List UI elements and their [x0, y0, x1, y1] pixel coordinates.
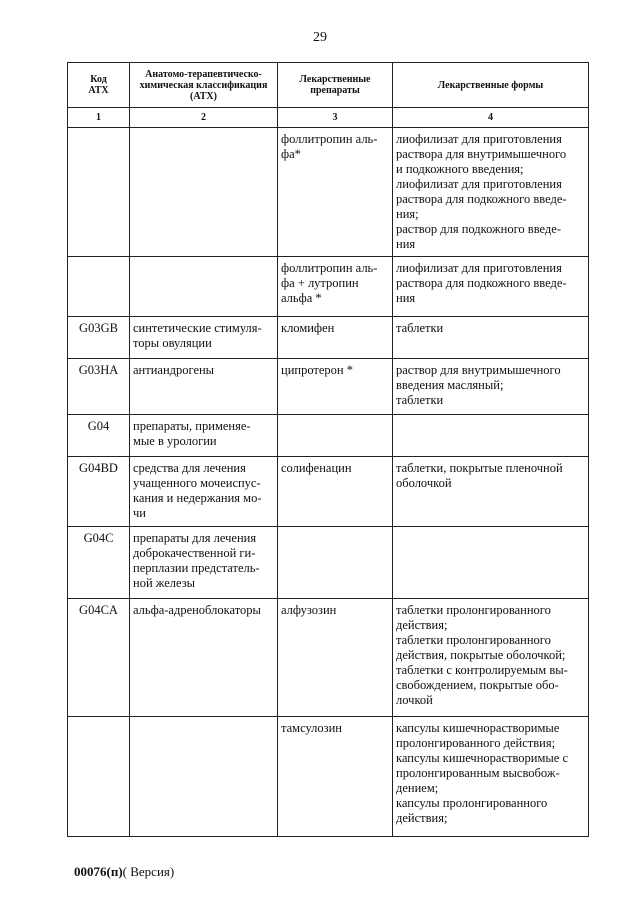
table-row: [68, 457, 589, 527]
dosage-forms-cell: таблетки, покрытые пленочной оболочкой: [393, 457, 589, 527]
header-classification: Анатомо-терапевтическо- химическая классификация (АТХ): [130, 63, 278, 108]
atc-table: [67, 62, 589, 837]
classification-cell: [130, 257, 278, 317]
classification-cell: [130, 717, 278, 837]
classification-cell: средства для лечения учащенного мочеиспус- кания и недержания мо- чи: [130, 457, 278, 527]
table-row: [68, 415, 589, 457]
drug-cell: алфузозин: [278, 599, 393, 717]
table-row: [68, 359, 589, 415]
header-atc-code: Код АТХ: [68, 63, 130, 108]
atc-code-cell: G04: [68, 415, 130, 457]
atc-code-cell: G03GB: [68, 317, 130, 359]
atc-code-cell: [68, 128, 130, 257]
drug-cell: [278, 527, 393, 599]
dosage-forms-cell: капсулы кишечнорастворимые пролонгированного действия; капсулы кишечнорастворимые с пролонгированным высвобож- дением; капсулы пролонгированного действия;: [393, 717, 589, 837]
document-code: 00076(п): [74, 864, 123, 879]
classification-cell: антиандрогены: [130, 359, 278, 415]
table-row: [68, 128, 589, 257]
classification-cell: препараты, применяе- мые в урологии: [130, 415, 278, 457]
table-row: [68, 599, 589, 717]
drug-cell: тамсулозин: [278, 717, 393, 837]
column-number: 1: [68, 108, 130, 128]
dosage-forms-cell: лиофилизат для приготовления раствора для внутримышечного и подкожного введения; лиофилизат для приготовления раствора для подкожного введе- ния; раствор для подкожного введе- ния: [393, 128, 589, 257]
atc-code-cell: G04C: [68, 527, 130, 599]
drug-cell: [278, 415, 393, 457]
header-drugs: Лекарственные препараты: [278, 63, 393, 108]
table-row: [68, 527, 589, 599]
dosage-forms-cell: [393, 415, 589, 457]
table-row: [68, 317, 589, 359]
dosage-forms-cell: таблетки: [393, 317, 589, 359]
classification-cell: альфа-адреноблокаторы: [130, 599, 278, 717]
column-number: 2: [130, 108, 278, 128]
drug-cell: фоллитропин аль- фа*: [278, 128, 393, 257]
page-number: 29: [313, 30, 327, 45]
drug-cell: ципротерон *: [278, 359, 393, 415]
table-row: [68, 717, 589, 837]
drug-cell: фоллитропин аль- фа + лутропин альфа *: [278, 257, 393, 317]
dosage-forms-cell: раствор для внутримышечного введения масляный; таблетки: [393, 359, 589, 415]
column-number-row: [68, 108, 589, 128]
header-row: [68, 63, 589, 108]
atc-code-cell: G04BD: [68, 457, 130, 527]
drug-cell: кломифен: [278, 317, 393, 359]
header-dosage-forms: Лекарственные формы: [393, 63, 589, 108]
drug-cell: солифенацин: [278, 457, 393, 527]
classification-cell: [130, 128, 278, 257]
table-row: [68, 257, 589, 317]
column-number: 4: [393, 108, 589, 128]
dosage-forms-cell: [393, 527, 589, 599]
atc-code-cell: [68, 717, 130, 837]
footer: [74, 864, 174, 880]
atc-code-cell: G04CA: [68, 599, 130, 717]
dosage-forms-cell: таблетки пролонгированного действия; таблетки пролонгированного действия, покрытые оболочкой; таблетки с контролируемым вы- свобождением, покрытые обо- лочкой: [393, 599, 589, 717]
atc-code-cell: G03HA: [68, 359, 130, 415]
classification-cell: препараты для лечения доброкачественной ги- перплазии предстатель- ной железы: [130, 527, 278, 599]
classification-cell: синтетические стимуля- торы овуляции: [130, 317, 278, 359]
column-number: 3: [278, 108, 393, 128]
version-label: ( Версия): [122, 864, 175, 879]
dosage-forms-cell: лиофилизат для приготовления раствора для подкожного введе- ния: [393, 257, 589, 317]
atc-code-cell: [68, 257, 130, 317]
